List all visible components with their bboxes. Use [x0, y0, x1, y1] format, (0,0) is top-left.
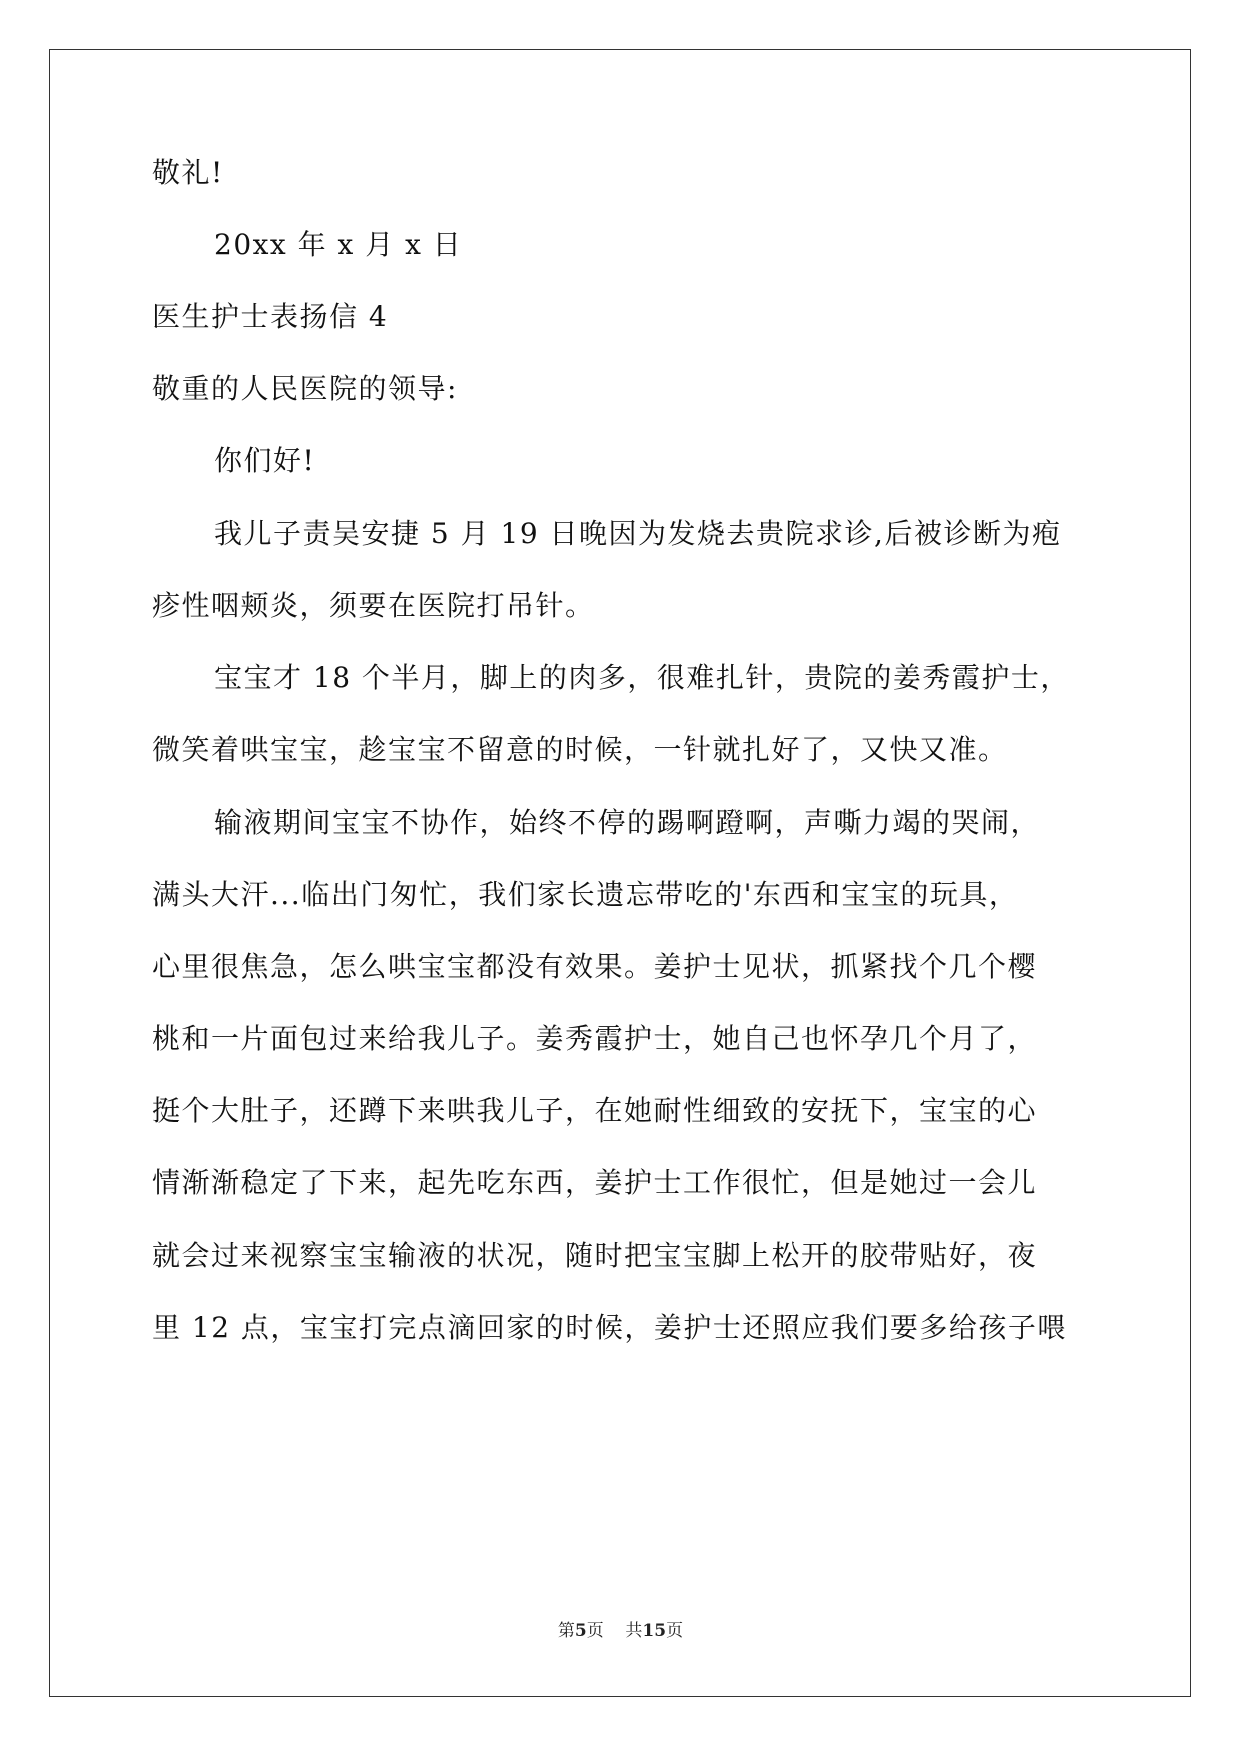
- closing-salutation: 敬礼!: [152, 156, 224, 189]
- page-footer: [0, 1620, 1241, 1642]
- section-title: 医生护士表扬信 4: [152, 300, 389, 333]
- paragraph-line: 桃和一片面包过来给我儿子。姜秀霞护士，她自己也怀孕几个月了，: [152, 1022, 1038, 1055]
- letter-recipient: 敬重的人民医院的领导:: [152, 372, 458, 405]
- page-border: [49, 49, 1191, 1697]
- paragraph-line: 里 12 点，宝宝打完点滴回家的时候，姜护士还照应我们要多给孩子喂: [152, 1311, 1067, 1344]
- letter-greeting: 你们好!: [214, 444, 316, 477]
- paragraph-line: 情渐渐稳定了下来，起先吃东西，姜护士工作很忙，但是她过一会儿: [152, 1166, 1038, 1199]
- paragraph-line: 我儿子责吴安捷 5 月 19 日晚因为发烧去贵院求诊,后被诊断为疱: [214, 517, 1062, 550]
- paragraph-line: 微笑着哄宝宝，趁宝宝不留意的时候，一针就扎好了，又快又准。: [152, 733, 1008, 766]
- page-current: 5: [574, 1621, 587, 1641]
- paragraph-line: 宝宝才 18 个半月，脚上的肉多，很难扎针，贵院的姜秀霞护士，: [214, 661, 1070, 694]
- page-prefix: 第: [557, 1621, 575, 1641]
- letter-date: 20xx 年 x 月 x 日: [214, 228, 463, 261]
- paragraph-line: 挺个大肚子，还蹲下来哄我儿子，在她耐性细致的安抚下，宝宝的心: [152, 1094, 1038, 1127]
- paragraph-line: 就会过来视察宝宝输液的状况，随时把宝宝脚上松开的胶带贴好，夜: [152, 1239, 1038, 1272]
- page-suffix: 页: [666, 1621, 684, 1641]
- page-mid: 页 共: [586, 1621, 643, 1641]
- page-total: 15: [642, 1621, 667, 1641]
- paragraph-line: 疹性咽颊炎，须要在医院打吊针。: [152, 589, 595, 622]
- paragraph-line: 心里很焦急，怎么哄宝宝都没有效果。姜护士见状，抓紧找个几个樱: [152, 950, 1038, 983]
- paragraph-line: 满头大汗...临出门匆忙，我们家长遗忘带吃的'东西和宝宝的玩具，: [152, 878, 1019, 911]
- paragraph-line: 输液期间宝宝不协作，始终不停的踢啊蹬啊，声嘶力竭的哭闹，: [214, 806, 1041, 839]
